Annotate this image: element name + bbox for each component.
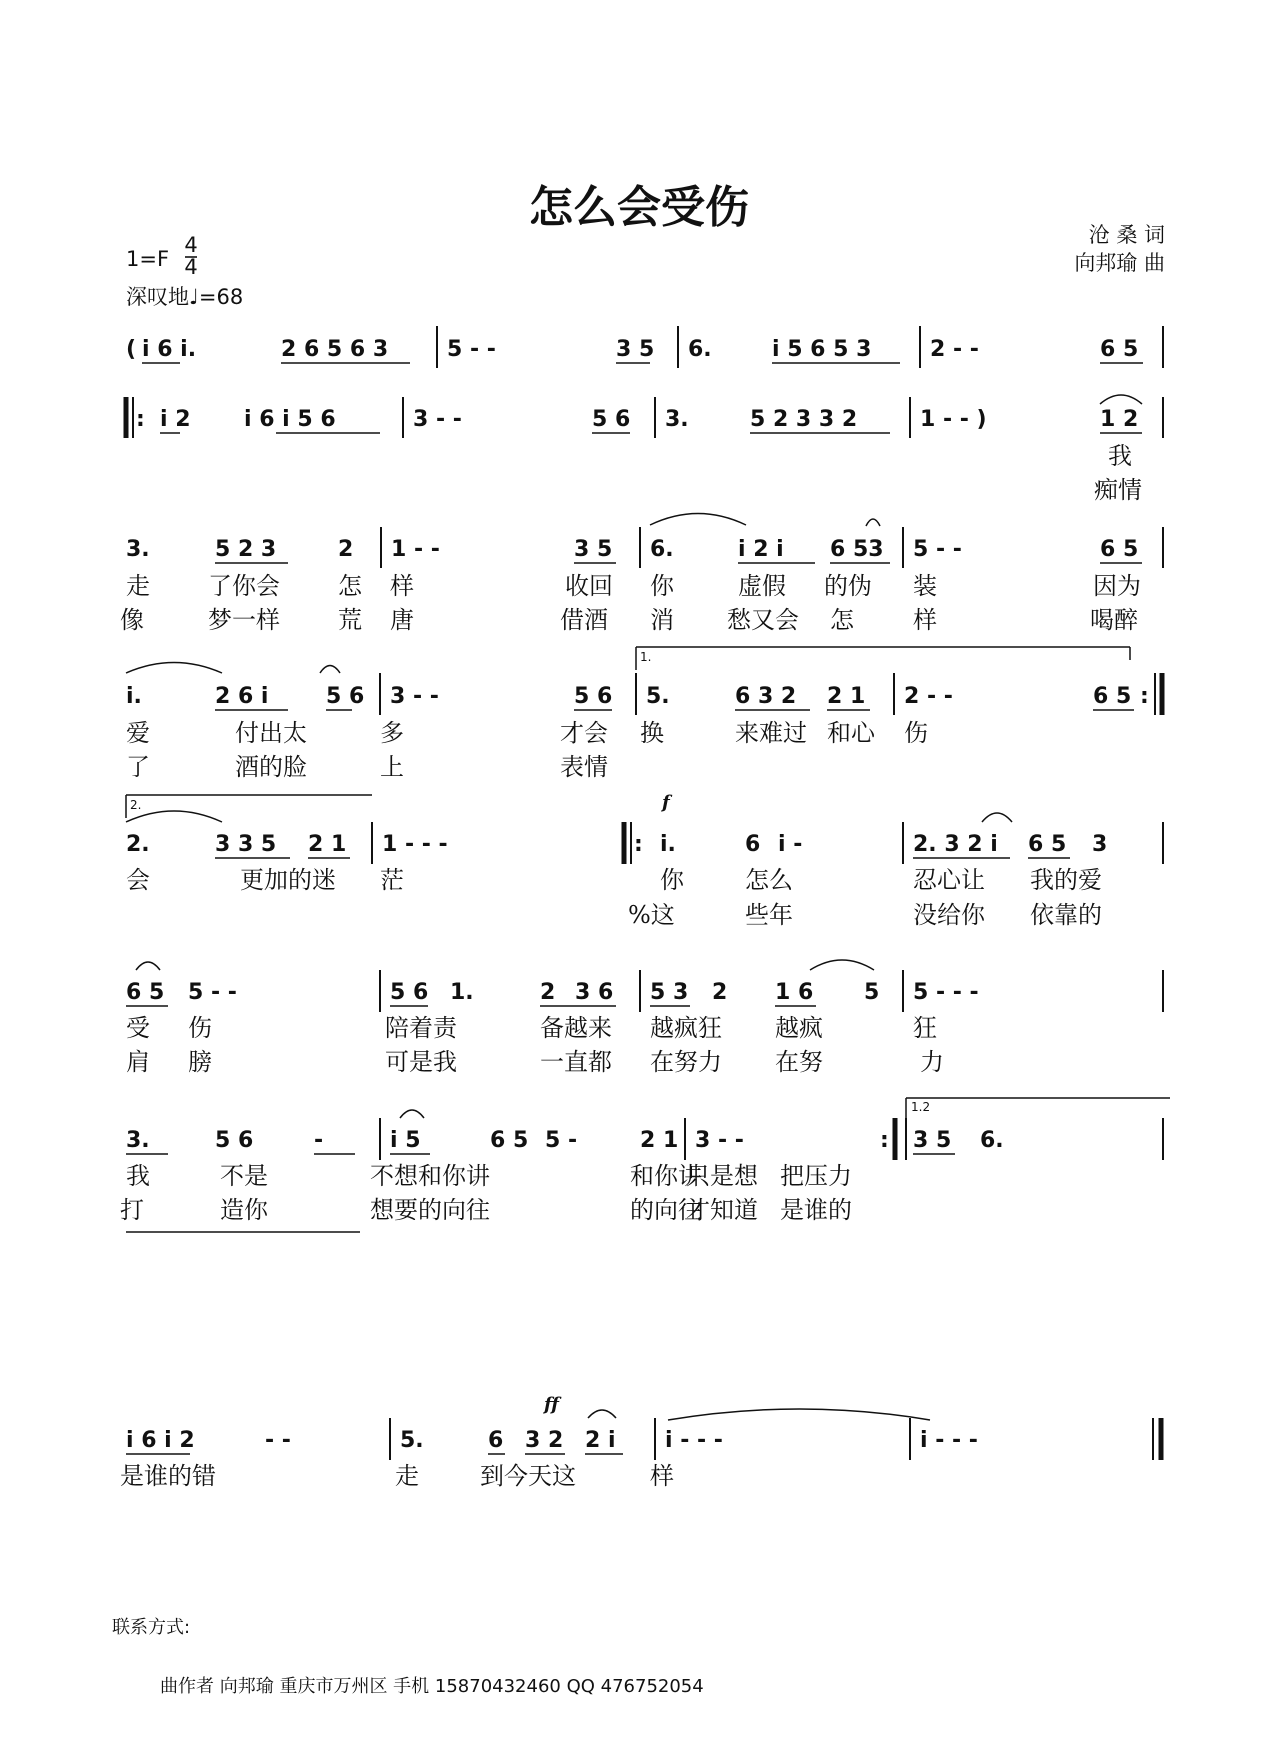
note-group: 2 <box>712 980 728 1005</box>
staff-row-4 <box>126 647 1162 781</box>
lyric: 付出太 <box>235 719 307 747</box>
lyric: 的向往 <box>630 1196 702 1224</box>
lyric: 打 <box>120 1196 144 1224</box>
slur <box>126 811 222 822</box>
lyric: 怎 <box>338 572 362 600</box>
dynamic-marking: f <box>662 792 670 813</box>
note-group: 3 5 <box>574 537 613 562</box>
lyric: 唐 <box>390 606 414 634</box>
lyric: 多 <box>380 719 404 747</box>
lyric: 和你讲 <box>630 1162 702 1190</box>
note-group: 3 <box>1092 832 1108 857</box>
fermata <box>136 962 160 970</box>
lyric: 样 <box>650 1462 674 1490</box>
time-signature-bottom: 4 <box>184 255 198 279</box>
lyric: 到今天这 <box>480 1462 576 1490</box>
slur <box>810 960 874 970</box>
lyricist-credit: 沧 桑 词 <box>1088 223 1165 247</box>
note-group: 6. <box>980 1128 1004 1153</box>
note-group: 2 1 <box>308 832 347 857</box>
lyric: 可是我 <box>385 1048 457 1076</box>
lyric: %这 <box>628 901 675 929</box>
note-group: 5 6 <box>574 684 613 709</box>
staff-row-1 <box>126 326 1163 368</box>
note-group: 6. <box>650 537 674 562</box>
lyric: 上 <box>380 753 404 781</box>
note-group: 1 2 <box>1100 407 1139 432</box>
fermata <box>982 813 1012 822</box>
note-group: 6 5 <box>1100 337 1139 362</box>
repeat-dots: : <box>880 1128 889 1153</box>
note-group: 2 i <box>585 1428 616 1453</box>
lyric: 走 <box>395 1462 419 1490</box>
dynamic-marking: ff <box>544 1394 559 1415</box>
lyric: 借酒 <box>560 606 608 634</box>
note-group: 2 6 5 6 3 <box>281 337 389 362</box>
note-group: 5 6 <box>592 407 631 432</box>
repeat-dots: : <box>634 832 643 857</box>
note-group: 5 <box>864 980 880 1005</box>
lyric: 换 <box>640 719 664 747</box>
slur <box>1100 395 1142 404</box>
lyric: 像 <box>120 606 144 634</box>
contact-details: 曲作者 向邦瑜 重庆市万州区 手机 15870432460 QQ 476752054 <box>160 1676 704 1697</box>
lyric: 忍心让 <box>913 866 985 894</box>
time-signature-top: 4 <box>184 233 198 257</box>
lyric: 荒 <box>338 606 362 634</box>
note-group: 3 - - <box>390 684 439 709</box>
lyric: 会 <box>126 866 150 894</box>
lyric: 了你会 <box>208 572 280 600</box>
note-group: 1 - - <box>391 537 440 562</box>
note-group: i 5 <box>390 1128 421 1153</box>
lyric: 力 <box>920 1048 944 1076</box>
tempo-marking: 深叹地♩=68 <box>126 285 244 309</box>
note-group: ( <box>126 337 137 362</box>
tie <box>668 1409 930 1420</box>
lyric: 依靠的 <box>1030 901 1102 929</box>
note-group: - - <box>265 1428 291 1453</box>
note-group: 5 6 <box>215 1128 254 1153</box>
note-group: 3 2 <box>525 1428 564 1453</box>
note-group: 6 3 2 <box>735 684 797 709</box>
lyric: 来难过 <box>735 719 807 747</box>
lyric: 你 <box>650 572 674 600</box>
slur <box>650 514 746 526</box>
note-group: 6 <box>745 832 761 857</box>
note-group: 2 1 <box>827 684 866 709</box>
lyric: 消 <box>650 606 674 634</box>
lyric: 我的爱 <box>1030 866 1102 894</box>
lyric: 造你 <box>220 1196 268 1224</box>
note-group: 5 2 3 3 2 <box>750 407 858 432</box>
lyric: 备越来 <box>540 1014 612 1042</box>
note-group: i 6 i 2 <box>126 1428 195 1453</box>
note-group: 3. <box>665 407 689 432</box>
lyric: 在努 <box>775 1048 823 1076</box>
note-group: 5 - - <box>188 980 237 1005</box>
note-group: 5 2 3 <box>215 537 277 562</box>
repeat-dots: : <box>136 407 145 432</box>
note-group: 6 <box>488 1428 504 1453</box>
lyric: 喝醉 <box>1090 606 1138 634</box>
note-group: 2 <box>338 537 354 562</box>
lyric: 酒的脸 <box>235 753 307 781</box>
lyric: 走 <box>126 572 150 600</box>
slur <box>320 666 340 674</box>
lyric: 越疯狂 <box>650 1014 722 1042</box>
staff-row-5 <box>126 792 1163 929</box>
fermata <box>866 519 880 526</box>
fermata <box>588 1410 616 1418</box>
note-group: 3. <box>126 1128 150 1153</box>
lyric: 膀 <box>188 1048 212 1076</box>
note-group: 2 <box>540 980 556 1005</box>
staff-row-3 <box>120 514 1163 635</box>
note-group: 2. <box>126 832 150 857</box>
contact-label: 联系方式: <box>112 1617 191 1638</box>
note-group: 6. <box>688 337 712 362</box>
note-group: 6 5 <box>1028 832 1067 857</box>
note-group: 6 5 <box>490 1128 529 1153</box>
fermata <box>400 1110 424 1118</box>
note-group: 2 1 <box>640 1128 679 1153</box>
lyric: 我 <box>1108 442 1132 470</box>
note-group: i 6 i 5 6 <box>244 407 336 432</box>
note-group: 6 5 <box>1093 684 1132 709</box>
volta-label: 1. <box>640 650 652 664</box>
lyric: 想要的向往 <box>370 1196 490 1224</box>
lyric: 因为 <box>1093 572 1141 600</box>
lyric: 表情 <box>560 753 608 781</box>
lyric: 样 <box>390 572 414 600</box>
lyric: 才会 <box>560 719 608 747</box>
slur <box>126 663 222 674</box>
note-group: 1. <box>450 980 474 1005</box>
note-group: 5 - <box>545 1128 578 1153</box>
note-group: i 2 i <box>738 537 784 562</box>
lyric: 只是想 <box>686 1162 758 1190</box>
note-group: 1 - - ) <box>920 407 987 432</box>
lyric: 样 <box>913 606 937 634</box>
staff-row-6 <box>126 960 1163 1076</box>
lyric: 狂 <box>913 1014 937 1042</box>
note-group: 3 6 <box>575 980 614 1005</box>
note-group: 2. 3 2 i <box>913 832 998 857</box>
lyric: 肩 <box>126 1048 150 1076</box>
note-group: 2 6 i <box>215 684 269 709</box>
repeat-dots: : <box>1140 684 1149 709</box>
lyric: 和心 <box>827 719 875 747</box>
note-group: 5 3 <box>650 980 689 1005</box>
lyric: 怎 <box>830 606 854 634</box>
staff-row-7 <box>120 1098 1170 1232</box>
note-group: 5 6 <box>326 684 365 709</box>
lyric: 在努力 <box>650 1048 722 1076</box>
lyric: 越疯 <box>775 1014 823 1042</box>
note-group: 5 - - <box>447 337 496 362</box>
lyric: 些年 <box>745 901 793 929</box>
note-group: 3. <box>126 537 150 562</box>
lyric: 茫 <box>380 866 404 894</box>
note-group: i. <box>126 684 142 709</box>
lyric: 怎么 <box>745 866 793 894</box>
note-group: 5 - - - <box>913 980 979 1005</box>
note-group: 3 5 <box>616 337 655 362</box>
note-group: i - - - <box>920 1428 978 1453</box>
note-group: 5 6 <box>390 980 429 1005</box>
note-group: i - - - <box>665 1428 723 1453</box>
lyric: 一直都 <box>540 1048 612 1076</box>
lyric: 不是 <box>220 1162 268 1190</box>
note-group: 5 - - <box>913 537 962 562</box>
note-group: i 5 6 5 3 <box>772 337 872 362</box>
lyric: 没给你 <box>913 901 985 929</box>
lyric: 受 <box>126 1014 150 1042</box>
lyric: 收回 <box>565 572 613 600</box>
lyric: 的伪 <box>824 572 872 600</box>
staff-row-8 <box>120 1394 1161 1490</box>
lyric: 痴情 <box>1094 476 1142 504</box>
lyric: 陪着责 <box>385 1014 457 1042</box>
song-title: 怎么会受伤 <box>529 182 749 233</box>
note-group: 6 5 <box>1100 537 1139 562</box>
lyric: 你 <box>660 866 684 894</box>
lyric: 把压力 <box>780 1162 852 1190</box>
note-group: 1 - - - <box>382 832 448 857</box>
lyric: 伤 <box>188 1014 212 1042</box>
lyric: 更加的迷 <box>240 866 336 894</box>
staff-row-2 <box>126 395 1163 504</box>
note-group: i. <box>660 832 676 857</box>
lyric: 爱 <box>126 719 150 747</box>
lyric: 我 <box>126 1162 150 1190</box>
note-group: 2 - - <box>904 684 953 709</box>
lyric: 伤 <box>904 719 928 747</box>
note-group: i 2 <box>160 407 191 432</box>
lyric: 愁又会 <box>727 606 799 634</box>
note-group: 5. <box>400 1428 424 1453</box>
volta-label: 1.2 <box>911 1100 931 1114</box>
note-group: 6 53 <box>830 537 884 562</box>
note-group: 1 6 <box>775 980 814 1005</box>
note-group: - <box>314 1128 324 1153</box>
note-group: i 6 i. <box>142 337 197 362</box>
note-group: 3 - - <box>413 407 462 432</box>
lyric: 才知道 <box>686 1196 758 1224</box>
lyric: 是谁的错 <box>120 1462 216 1490</box>
composer-credit: 向邦瑜 曲 <box>1074 251 1165 275</box>
lyric: 梦一样 <box>208 606 280 634</box>
note-group: 6 5 <box>126 980 165 1005</box>
note-group: 2 - - <box>930 337 979 362</box>
key-signature: 1=F <box>126 247 170 271</box>
note-group: 3 - - <box>695 1128 744 1153</box>
volta-label: 2. <box>130 798 142 812</box>
lyric: 装 <box>913 572 937 600</box>
note-group: i - <box>778 832 803 857</box>
lyric: 了 <box>126 753 150 781</box>
lyric: 不想和你讲 <box>370 1162 490 1190</box>
note-group: 3 5 <box>913 1128 952 1153</box>
note-group: 5. <box>646 684 670 709</box>
lyric: 虚假 <box>738 572 786 600</box>
note-group: 3 3 5 <box>215 832 277 857</box>
lyric: 是谁的 <box>780 1196 852 1224</box>
